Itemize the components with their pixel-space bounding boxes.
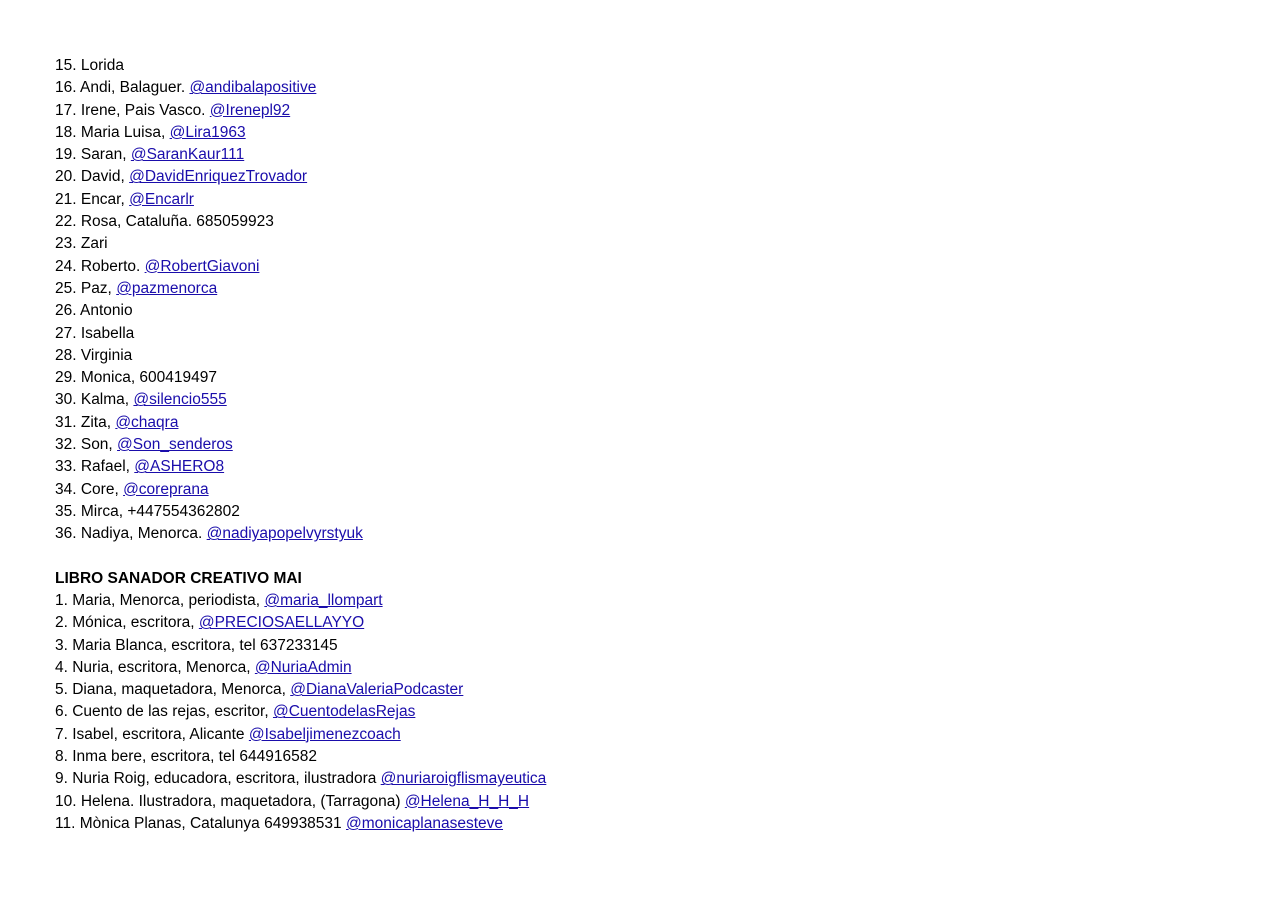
list-item — [55, 412, 363, 434]
list-item-text: 1. Maria, Menorca, periodista, — [55, 592, 265, 609]
list-item-text: 8. Inma bere, escritora, tel 644916582 — [55, 748, 317, 766]
social-handle-link[interactable]: @Helena_H_H_H — [404, 792, 530, 810]
list-item-text: 15. Lorida — [55, 57, 124, 74]
list-item — [55, 389, 363, 411]
social-handle-link[interactable]: @Lira1963 — [169, 123, 246, 141]
list-item-text: 9. Nuria Roig, educadora, escritora, ilustradora — [55, 770, 381, 788]
list-item — [55, 434, 363, 456]
list-item-text: 2. Mónica, escritora, — [55, 614, 199, 632]
social-handle-link[interactable]: @maria_llompart — [264, 592, 383, 609]
social-handle-link[interactable]: @NuriaAdmin — [254, 658, 352, 676]
social-handle-link[interactable]: @nadiyapopelvyrstyuk — [206, 525, 363, 543]
list-item-text: 6. Cuento de las rejas, escritor, — [55, 703, 273, 721]
list-item-text: 16. Andi, Balaguer. — [55, 79, 190, 97]
social-handle-link[interactable]: @coreprana — [123, 480, 209, 498]
list-item — [55, 456, 363, 478]
list-item — [55, 100, 363, 122]
libro-sanador-contact-list — [55, 590, 546, 835]
list-item-text: 34. Core, — [55, 480, 124, 498]
list-item — [55, 724, 546, 746]
list-item — [55, 55, 363, 77]
list-item — [55, 590, 546, 612]
social-handle-link[interactable]: @SaranKaur111 — [130, 146, 245, 164]
social-handle-link[interactable]: @Encarlr — [129, 190, 194, 208]
list-item-text: 4. Nuria, escritora, Menorca, — [55, 658, 255, 676]
social-handle-link[interactable]: @RobertGiavoni — [144, 257, 260, 275]
list-item-text: 3. Maria Blanca, escritora, tel 637233145 — [55, 636, 338, 654]
list-item — [55, 300, 363, 322]
list-item-text: 31. Zita, — [55, 413, 116, 431]
list-item-text: 27. Isabella — [55, 324, 135, 342]
social-handle-link[interactable]: @silencio555 — [133, 391, 227, 409]
list-item — [55, 635, 546, 657]
list-item-text: 23. Zari — [55, 235, 108, 253]
list-item — [55, 523, 363, 545]
list-item-text: 30. Kalma, — [55, 391, 134, 409]
social-handle-link[interactable]: @ASHERO8 — [134, 458, 225, 476]
list-item-text: 28. Virginia — [55, 346, 133, 364]
section-heading: LIBRO SANADOR CREATIVO MAI — [55, 570, 302, 587]
list-item-text: 20. David, — [55, 168, 130, 186]
list-item — [55, 813, 546, 835]
social-handle-link[interactable]: @DavidEnriquezTrovador — [129, 168, 308, 186]
list-item — [55, 166, 363, 188]
social-handle-link[interactable]: @Son_senderos — [117, 436, 233, 454]
list-item-text: 35. Mirca, +447554362802 — [55, 502, 240, 520]
list-item — [55, 278, 363, 300]
list-item-text: 32. Son, — [55, 436, 118, 454]
list-item — [55, 501, 363, 523]
list-item-text: 7. Isabel, escritora, Alicante — [55, 725, 249, 743]
list-item — [55, 768, 546, 790]
list-item-text: 33. Rafael, — [55, 458, 135, 476]
social-handle-link[interactable]: @Isabeljimenezcoach — [248, 725, 401, 743]
social-handle-link[interactable]: @PRECIOSAELLAYYO — [198, 614, 365, 632]
list-item-text: 22. Rosa, Cataluña. 685059923 — [55, 213, 274, 231]
list-item — [55, 367, 363, 389]
list-item-text: 29. Monica, 600419497 — [55, 369, 218, 387]
social-handle-link[interactable]: @andibalapositive — [189, 79, 317, 97]
list-item — [55, 233, 363, 255]
list-item — [55, 701, 546, 723]
list-item — [55, 323, 363, 345]
contact-list-continued — [55, 55, 363, 546]
list-item-text: 5. Diana, maquetadora, Menorca, — [55, 681, 291, 699]
list-item-text: 10. Helena. Ilustradora, maquetadora, (Tarragona) — [55, 792, 405, 810]
list-item — [55, 612, 546, 634]
list-item — [55, 144, 363, 166]
list-item-text: 24. Roberto. — [55, 257, 145, 275]
list-item — [55, 791, 546, 813]
social-handle-link[interactable]: @CuentodelasRejas — [272, 703, 416, 721]
list-item-text: 17. Irene, Pais Vasco. — [55, 101, 210, 119]
list-item-text: 19. Saran, — [55, 146, 131, 164]
list-item-text: 36. Nadiya, Menorca. — [55, 525, 207, 543]
list-item — [55, 211, 363, 233]
list-item — [55, 256, 363, 278]
social-handle-link[interactable]: @DianaValeriaPodcaster — [290, 681, 464, 699]
list-item — [55, 746, 546, 768]
social-handle-link[interactable]: @monicaplanasesteve — [345, 814, 504, 832]
list-item — [55, 345, 363, 367]
social-handle-link[interactable]: @chaqra — [115, 413, 179, 431]
list-item — [55, 479, 363, 501]
list-item-text: 11. Mònica Planas, Catalunya 649938531 — [55, 814, 346, 832]
list-item — [55, 657, 546, 679]
social-handle-link[interactable]: @Irenepl92 — [209, 101, 291, 119]
social-handle-link[interactable]: @nuriaroigflismayeutica — [380, 770, 547, 788]
list-item-text: 18. Maria Luisa, — [55, 123, 170, 141]
list-item — [55, 189, 363, 211]
list-item-text: 21. Encar, — [55, 190, 130, 208]
list-item-text: 26. Antonio — [55, 302, 133, 320]
list-item — [55, 679, 546, 701]
list-item — [55, 77, 363, 99]
list-item-text: 25. Paz, — [55, 279, 117, 297]
list-item — [55, 122, 363, 144]
social-handle-link[interactable]: @pazmenorca — [116, 279, 218, 297]
